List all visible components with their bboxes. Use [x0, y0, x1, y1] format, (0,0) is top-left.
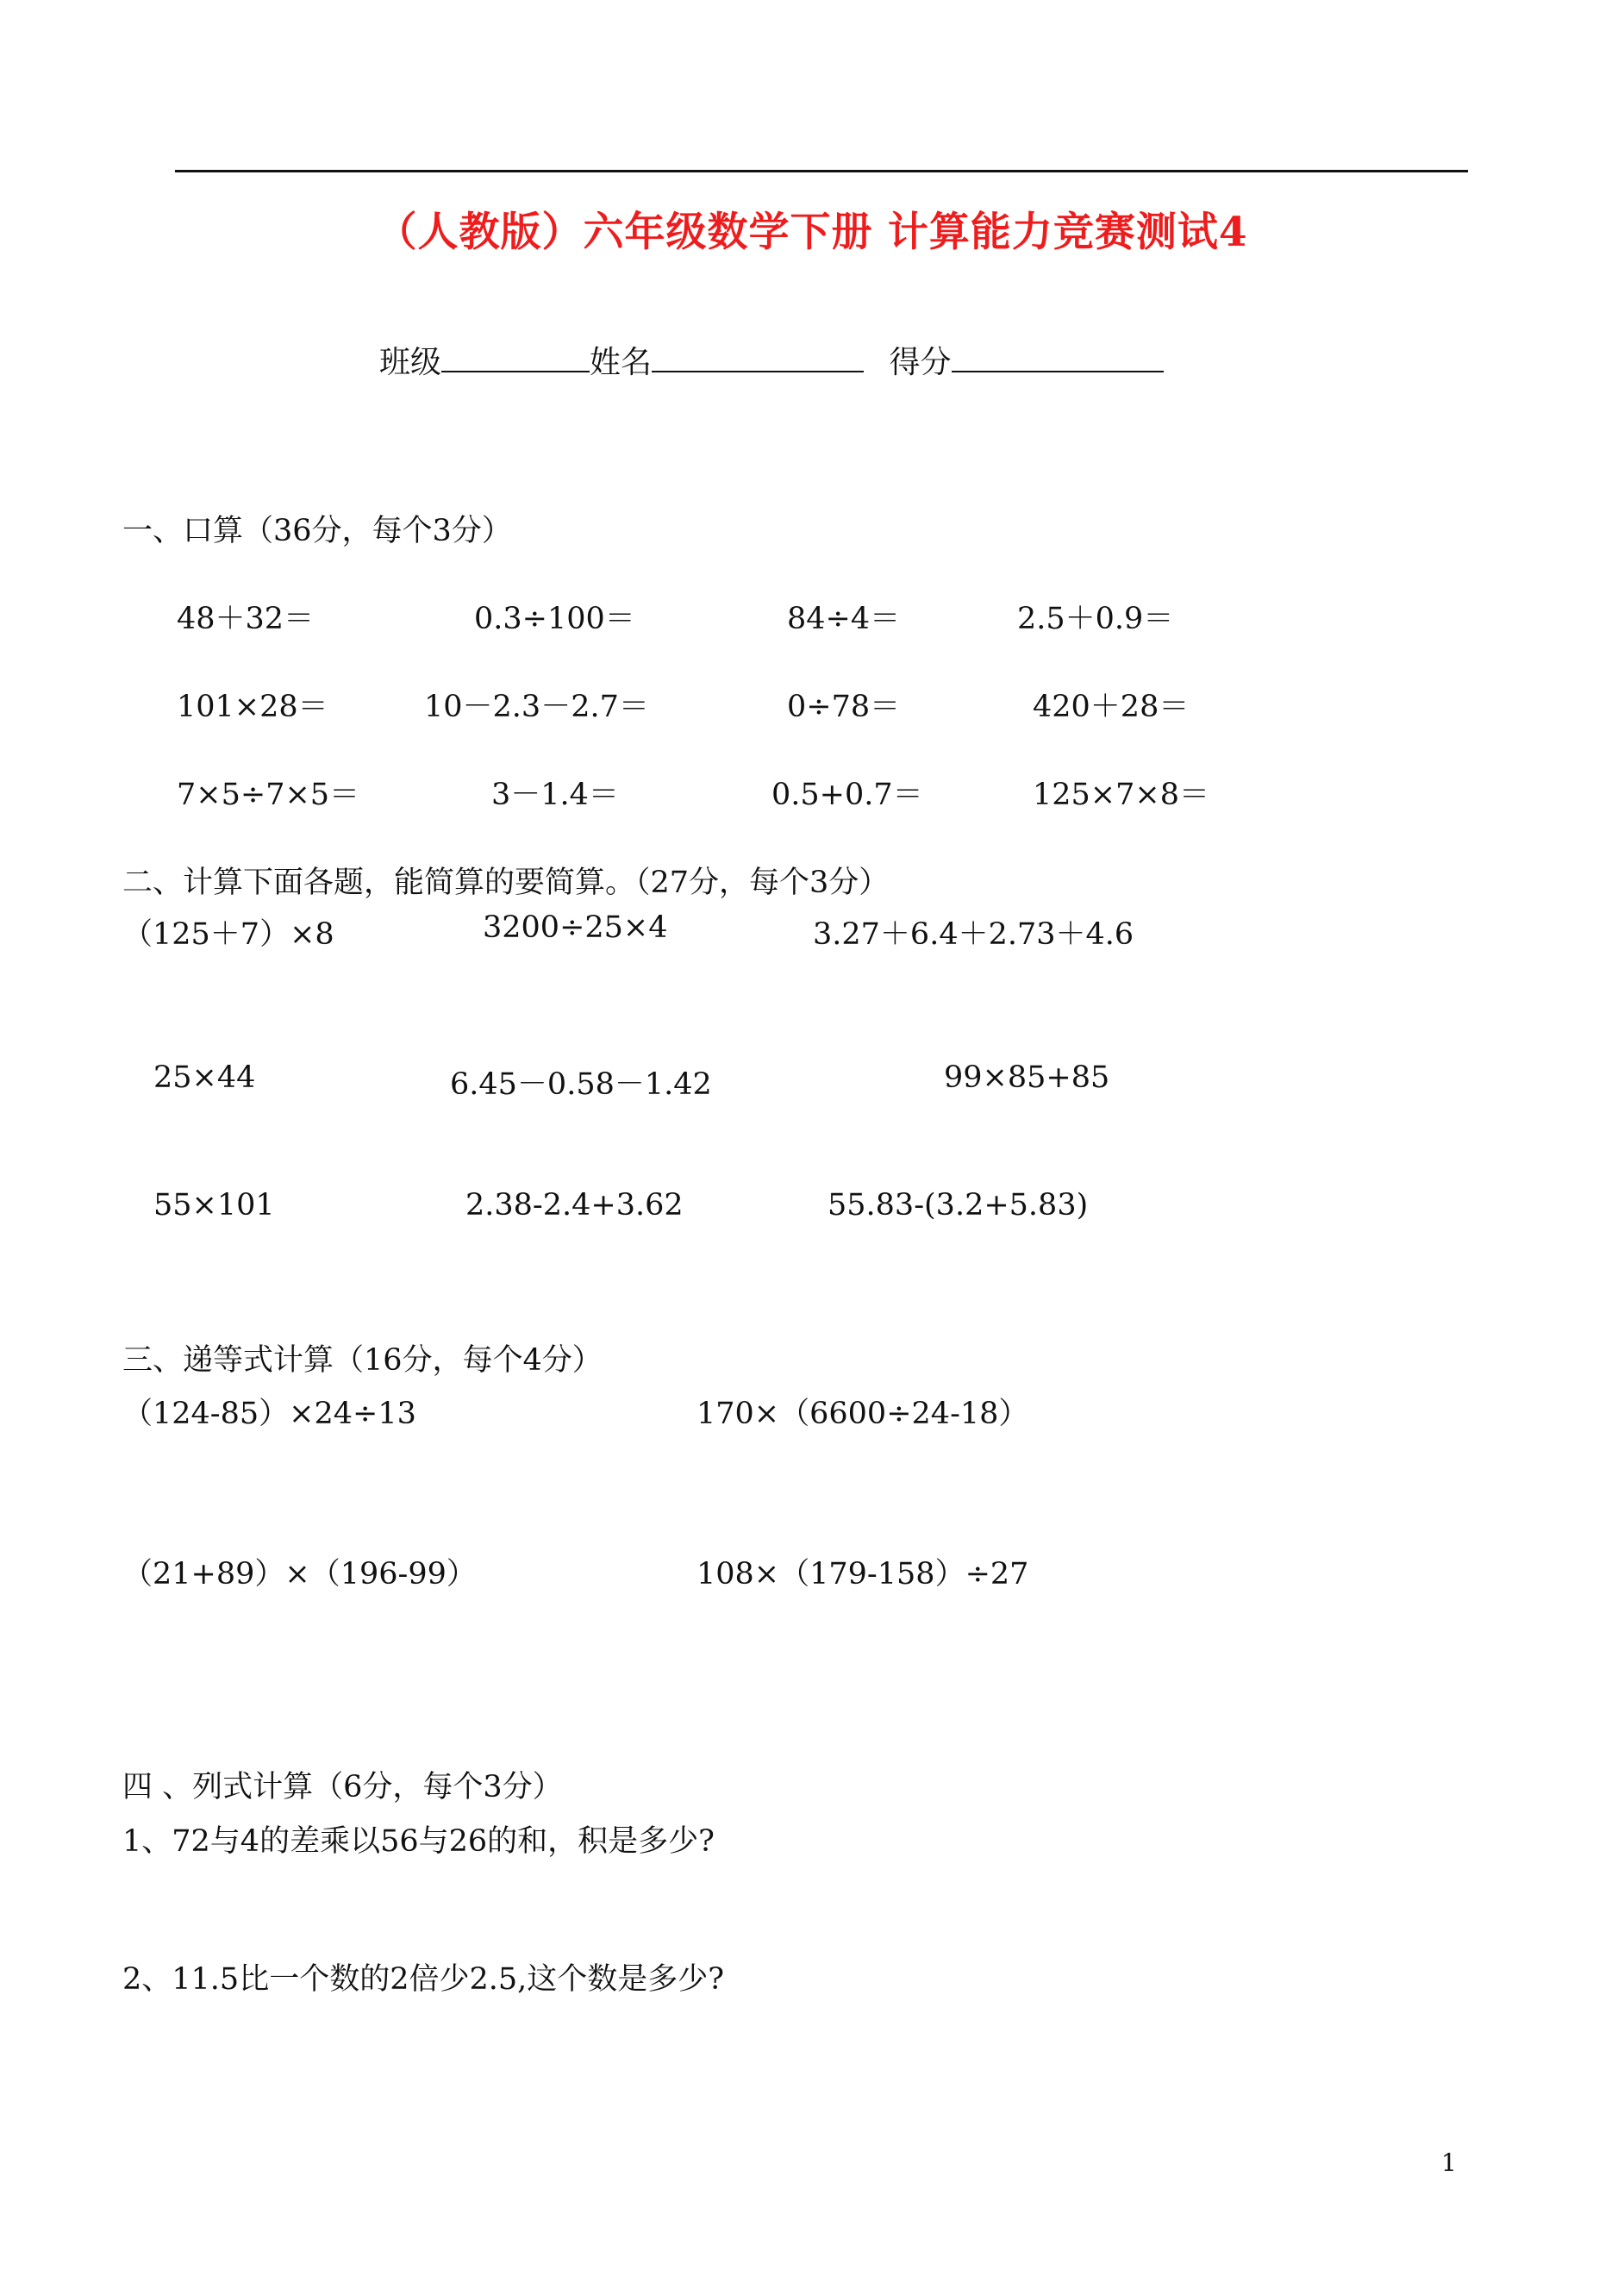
calc-item: 55.83-(3.2+5.83)	[828, 1188, 1089, 1223]
page-number: 1	[1441, 2148, 1457, 2177]
calc-item: 3.27＋6.4＋2.73＋4.6	[813, 917, 1134, 952]
calc-item: 6.45－0.58－1.42	[450, 1067, 712, 1102]
stepwise-item: 170×（6600÷24-18）	[696, 1397, 1029, 1431]
name-label: 姓名	[590, 345, 653, 380]
oral-item: 84÷4＝	[787, 602, 901, 636]
stepwise-item: 108×（179-158）÷27	[696, 1557, 1029, 1591]
section-3-heading: 三、递等式计算（16分，每个4分）	[122, 1343, 603, 1378]
oral-item: 2.5＋0.9＝	[1017, 602, 1174, 636]
oral-item: 0÷78＝	[787, 690, 901, 724]
page-title: （人教版）六年级数学下册 计算能力竞赛测试4	[376, 209, 1248, 256]
calc-item: 25×44	[153, 1060, 256, 1095]
oral-item: 0.5+0.7＝	[771, 778, 923, 812]
score-blank[interactable]	[952, 341, 1164, 372]
oral-item: 0.3÷100＝	[474, 602, 635, 636]
class-label: 班级	[379, 345, 442, 380]
oral-item: 420＋28＝	[1033, 690, 1190, 724]
stepwise-item: （21+89）×（196-99）	[122, 1557, 477, 1591]
class-blank[interactable]	[441, 341, 590, 372]
oral-item: 48＋32＝	[177, 602, 315, 636]
oral-item: 3－1.4＝	[491, 778, 619, 812]
word-problem-2: 2、11.5比一个数的2倍少2.5,这个数是多少?	[122, 1962, 725, 1997]
oral-item: 101×28＝	[177, 690, 328, 724]
oral-item: 10－2.3－2.7＝	[424, 690, 649, 724]
calc-item: 99×85+85	[944, 1060, 1110, 1095]
score-label: 得分	[889, 345, 952, 380]
student-info-line	[379, 338, 1164, 382]
section-1-heading: 一、口算（36分，每个3分）	[122, 514, 512, 548]
top-rule	[175, 170, 1468, 172]
word-problem-1: 1、72与4的差乘以56与26的和，积是多少?	[122, 1824, 715, 1859]
section-4-heading: 四 、列式计算（6分，每个3分）	[122, 1770, 563, 1804]
calc-item: （125＋7）×8	[122, 917, 334, 952]
calc-item: 2.38-2.4+3.62	[465, 1188, 684, 1223]
name-blank[interactable]	[652, 341, 864, 372]
oral-item: 7×5÷7×5＝	[177, 778, 360, 812]
calc-item: 3200÷25×4	[483, 910, 668, 945]
stepwise-item: （124-85）×24÷13	[122, 1397, 416, 1431]
oral-item: 125×7×8＝	[1033, 778, 1209, 812]
calc-item: 55×101	[153, 1188, 275, 1223]
section-2-heading: 二、计算下面各题，能简算的要简算。（27分，每个3分）	[122, 866, 890, 900]
